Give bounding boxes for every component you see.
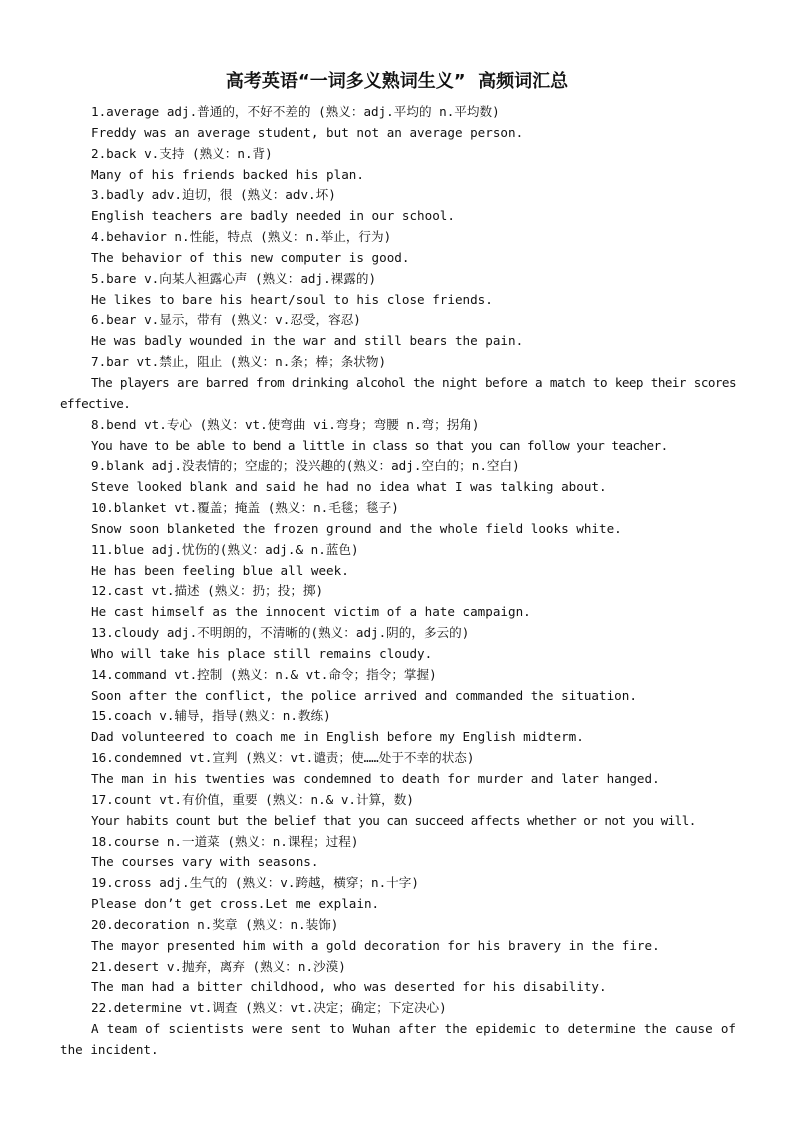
entry-13-definition: 13.cloudy adj.不明朗的，不清晰的(熟义：adj.阴的，多云的): [91, 625, 470, 641]
entry-4-definition: 4.behavior n.性能，特点 (熟义：n.举止，行为): [91, 229, 392, 245]
entry-14-definition: 14.command vt.控制 (熟义：n.& vt.命令；指令；掌握): [91, 666, 437, 682]
entry-9-definition: 9.blank adj.没表情的；空虚的；没兴趣的(熟义：adj.空白的；n.空白): [91, 458, 520, 474]
entry-5-example: He likes to bare his heart/soul to his close friends.: [91, 291, 493, 307]
entry-17-example: Your habits count but the belief that you can succeed affects whether or not you will.: [91, 812, 696, 828]
entry-22-example: A team of scientists were sent to Wuhan after the epidemic to determine the cause of the incident.: [60, 1021, 736, 1057]
entry-9-example: Steve looked blank and said he had no idea what I was talking about.: [91, 479, 607, 495]
entry-6-definition: 6.bear v.显示，带有 (熟义：v.忍受，容忍): [91, 312, 361, 328]
entry-15-definition: 15.coach v.辅导，指导(熟义：n.教练): [91, 708, 331, 724]
entry-1-definition: 1.average adj.普通的，不好不差的 (熟义：adj.平均的 n.平均数): [91, 104, 500, 119]
entry-11-example: He has been feeling blue all week.: [91, 562, 349, 578]
document-title: 高考英语“一词多义熟词生义” 高频词汇总: [225, 71, 569, 92]
entry-4-example: The behavior of this new computer is good.: [91, 249, 410, 265]
entry-8-definition: 8.bend vt.专心 (熟义：vt.使弯曲 vi.弯身；弯腰 n.弯；拐角): [91, 416, 480, 432]
entry-19-example: Please don’t get cross.Let me explain.: [91, 896, 380, 912]
entry-17-definition: 17.count vt.有价值，重要 (熟义：n.& v.计算，数): [91, 791, 414, 807]
entry-2-example: Many of his friends backed his plan.: [91, 166, 364, 182]
entry-3-definition: 3.badly adv.迫切，很 (熟义：adv.坏): [91, 187, 336, 203]
entry-10-definition: 10.blanket vt.覆盖；掩盖 (熟义：n.毛毯；毯子): [91, 500, 399, 516]
entry-6-example: He was badly wounded in the war and still bears the pain.: [91, 333, 524, 349]
entry-18-definition: 18.course n.一道菜 (熟义：n.课程；过程): [91, 833, 359, 849]
entry-7-example: The players are barred from drinking alcohol the night before a match to keep their scores effective.: [60, 374, 736, 411]
entry-8-example: You have to be able to bend a little in class so that you can follow your teacher.: [91, 437, 668, 453]
entry-21-definition: 21.desert v.抛弃，离弃 (熟义：n.沙漠): [91, 958, 346, 974]
entry-14-example: Soon after the conflict, the police arrived and commanded the situation.: [91, 687, 637, 703]
entry-13-example: Who will take his place still remains cloudy.: [91, 645, 433, 661]
entry-5-definition: 5.bare v.向某人袒露心声 (熟义：adj.裸露的): [91, 270, 377, 286]
entry-12-definition: 12.cast vt.描述 (熟义：扔；投；掷): [91, 583, 324, 599]
entry-19-definition: 19.cross adj.生气的 (熟义：v.跨越，横穿；n.十字): [91, 875, 419, 891]
entry-10-example: Snow soon blanketed the frozen ground and the whole field looks white.: [91, 520, 622, 536]
entry-21-example: The man had a bitter childhood, who was deserted for his disability.: [91, 979, 607, 995]
entry-16-definition: 16.condemned vt.宣判 (熟义：vt.谴责；使……处于不幸的状态): [91, 750, 475, 766]
entry-1-example: Freddy was an average student, but not an average person.: [91, 124, 524, 140]
entry-12-example: He cast himself as the innocent victim of a hate campaign.: [91, 604, 531, 620]
entry-18-example: The courses vary with seasons.: [91, 854, 319, 870]
entry-20-definition: 20.decoration n.奖章 (熟义：n.装饰): [91, 916, 339, 932]
entry-22-definition: 22.determine vt.调查 (熟义：vt.决定；确定；下定决心): [91, 1000, 447, 1016]
entry-11-definition: 11.blue adj.忧伤的(熟义：adj.& n.蓝色): [91, 541, 359, 557]
entry-20-example: The mayor presented him with a gold decoration for his bravery in the fire.: [91, 937, 660, 953]
entry-3-example: English teachers are badly needed in our school.: [91, 208, 455, 224]
entry-16-example: The man in his twenties was condemned to death for murder and later hanged.: [91, 771, 660, 786]
entry-15-example: Dad volunteered to coach me in English before my English midterm.: [91, 729, 584, 745]
entry-7-definition: 7.bar vt.禁止，阻止 (熟义：n.条；棒；条状物): [91, 354, 387, 370]
vocabulary-list: [60, 102, 736, 1061]
entry-2-definition: 2.back v.支持 (熟义：n.背): [91, 145, 273, 161]
